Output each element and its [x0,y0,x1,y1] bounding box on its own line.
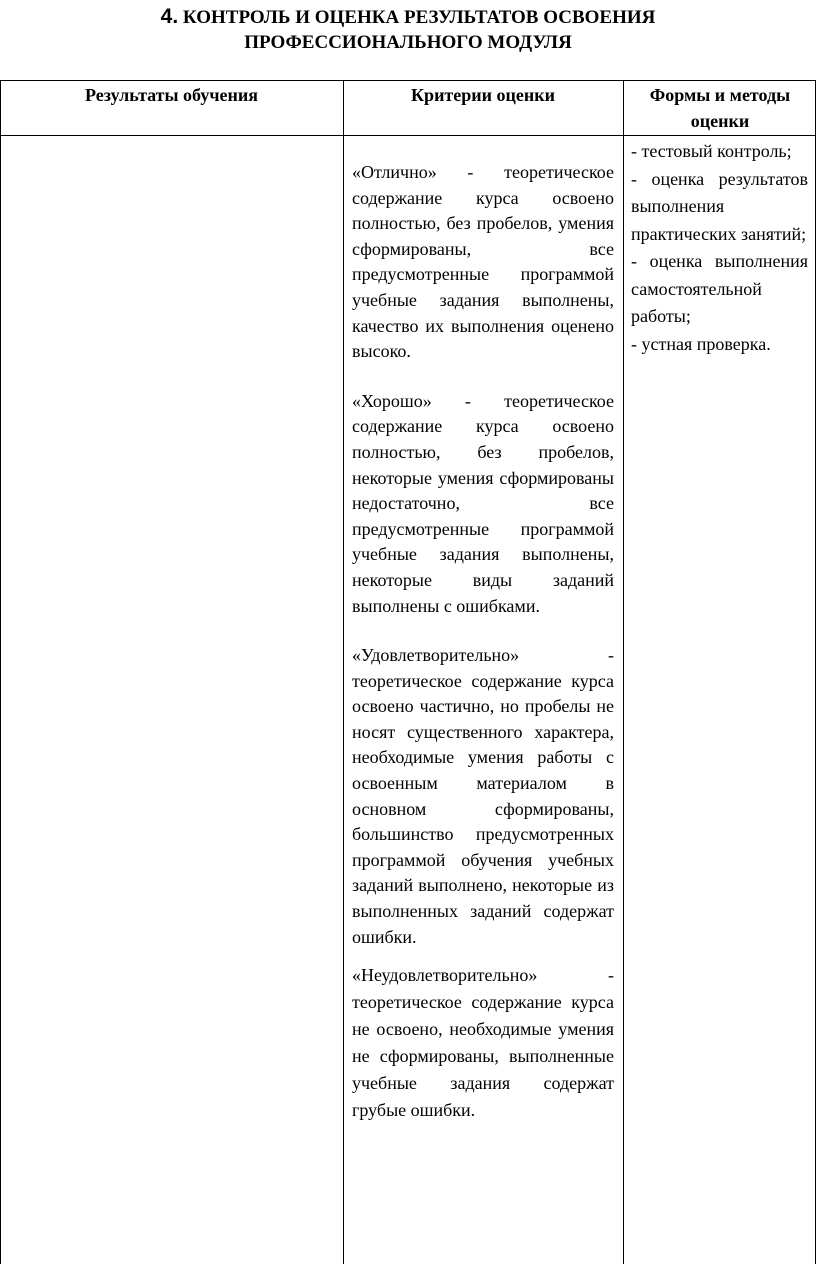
cell-criteria [352,160,614,1124]
header-results: Результаты обучения [84,85,258,105]
criterion-good: «Хорошо» - теоретическое содержание курса освоено полностью, без пробелов, некоторые умения сформированы недостаточно, все предусмотренные программой учебные задания выполнены, некоторые виды заданий выполнены с ошибками. [352,390,614,616]
section-number: 4. [160,5,179,28]
header-methods: Формы и методы оценки [649,85,791,131]
criterion-unsatisfactory: «Неудовлетворительно» - теоретическое содержание курса не освоено, необходимые умения не сформированы, выполненные учебные задания содержат грубые ошибки. [352,965,614,1121]
method-independent: - оценка выполнения самостоятельной работы; [631,251,808,326]
column-divider-2 [623,80,624,1264]
criterion-excellent: «Отлично» - теоретическое содержание курса освоено полностью, без пробелов, умения сформированы, все предусмотренные программой учебные задания выполнены, качество их выполнения оценено высоко. [352,162,614,362]
section-title [60,4,756,55]
method-test: - тестовый контроль; [631,141,792,161]
cell-methods [631,138,808,358]
header-criteria: Критерии оценки [411,85,555,105]
section-title-text1: КОНТРОЛЬ И ОЦЕНКА РЕЗУЛЬТАТОВ ОСВОЕНИЯ [182,7,656,28]
header-divider [0,135,816,136]
section-title-line2: ПРОФЕССИОНАЛЬНОГО МОДУЛЯ [244,32,572,53]
method-oral: - устная проверка. [631,333,771,354]
column-divider-1 [343,80,344,1264]
section-title-line1 [60,4,756,30]
criterion-satisfactory: «Удовлетворительно» - теоретическое содержание курса освоено частично, но пробелы не носят существенного характера, необходимые умения работы с освоенным материалом в основном сформированы, большинство предусмотренных программой обучения учебных заданий выполнено, некоторые из выполненных заданий содержат ошибки. [352,645,614,947]
method-practical: - оценка результатов выполнения практических занятий; [631,168,808,244]
